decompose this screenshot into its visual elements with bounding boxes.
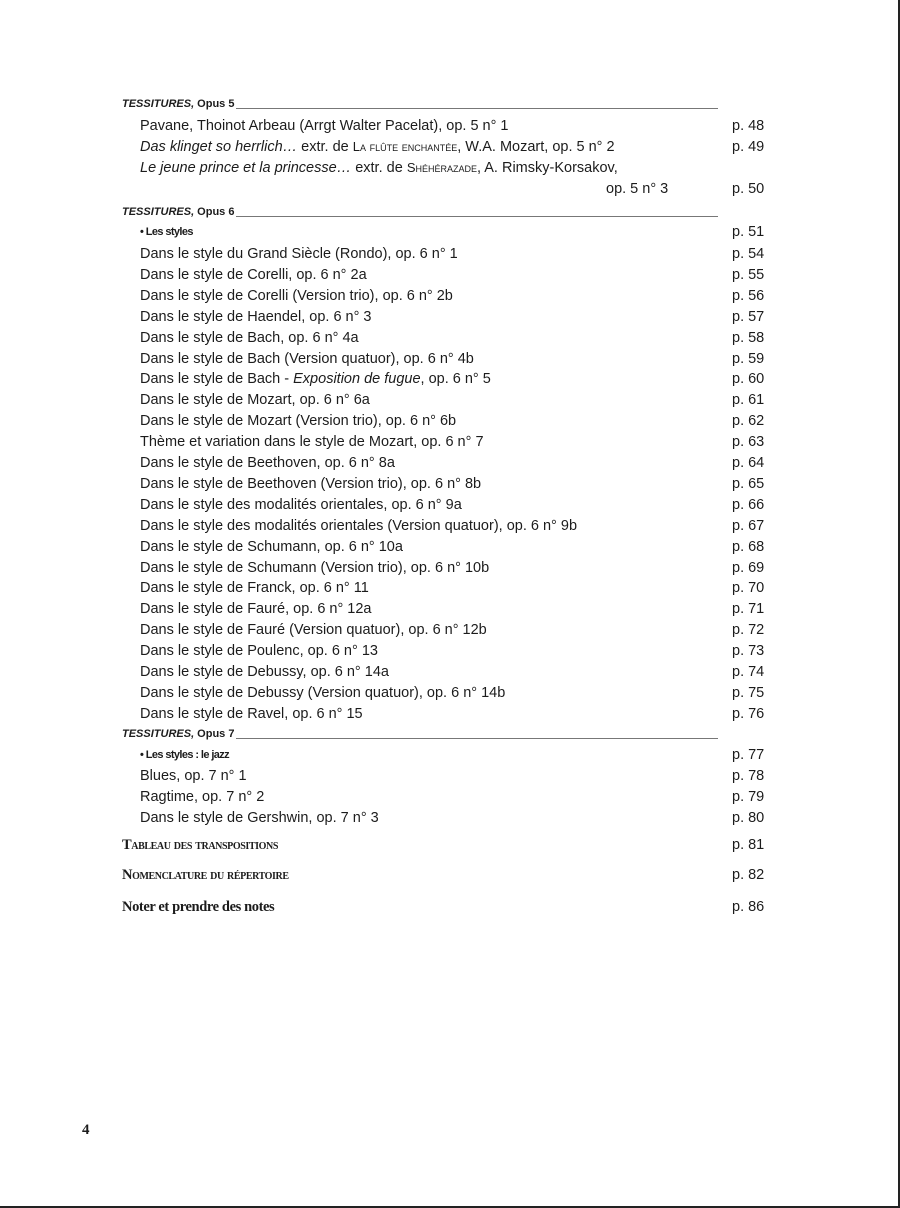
- toc-entry[interactable]: Dans le style de Bach (Version quatuor), op. 6 n° 4b: [140, 351, 474, 367]
- work-title: Shéhérazade: [406, 160, 477, 175]
- entry-text: , A. Rimsky-Korsakov,: [477, 160, 618, 176]
- toc-page: p. 55: [732, 267, 765, 283]
- toc-page: p. 81: [732, 837, 765, 853]
- toc-page: p. 68: [732, 539, 765, 555]
- section-header-opus6: [122, 205, 718, 219]
- toc-entry[interactable]: Dans le style de Corelli, op. 6 n° 2a: [140, 267, 367, 283]
- section-title: TESSITURES,: [122, 98, 195, 110]
- toc-page: p. 50: [732, 181, 765, 197]
- toc-entry[interactable]: Dans le style de Corelli (Version trio), op. 6 n° 2b: [140, 288, 453, 304]
- toc-page: p. 58: [732, 330, 765, 346]
- toc-page: p. 75: [732, 685, 765, 701]
- section-header-opus7: [122, 727, 718, 741]
- toc-page: p. 77: [732, 747, 765, 763]
- toc-entry[interactable]: Dans le style des modalités orientales (Version quatuor), op. 6 n° 9b: [140, 518, 578, 534]
- toc-page: p. 78: [732, 768, 765, 784]
- section-opus: Opus 5: [194, 98, 235, 110]
- toc-entry[interactable]: Blues, op. 7 n° 1: [140, 768, 247, 784]
- back-matter-title: Nomenclature du répertoire: [122, 867, 289, 883]
- toc-entry[interactable]: Dans le style de Schumann (Version trio), op. 6 n° 10b: [140, 560, 490, 576]
- toc-entry[interactable]: Dans le style de Fauré, op. 6 n° 12a: [140, 601, 372, 617]
- toc-page: p. 69: [732, 560, 765, 576]
- entry-text: , op. 6 n° 5: [420, 371, 491, 387]
- toc-page: p. 67: [732, 518, 765, 534]
- toc-page: p. 49: [732, 139, 765, 155]
- toc-entry[interactable]: [140, 138, 615, 156]
- toc-entry[interactable]: Ragtime, op. 7 n° 2: [140, 789, 265, 805]
- toc-page: p. 70: [732, 580, 765, 596]
- toc-entry[interactable]: Thème et variation dans le style de Mozart, op. 6 n° 7: [140, 434, 484, 450]
- toc-page: p. 48: [732, 118, 765, 134]
- toc-page: p. 72: [732, 622, 765, 638]
- toc-entry[interactable]: Dans le style des modalités orientales, op. 6 n° 9a: [140, 497, 462, 513]
- toc-entry[interactable]: Dans le style du Grand Siècle (Rondo), op. 6 n° 1: [140, 246, 458, 262]
- back-matter-entry[interactable]: [122, 836, 278, 854]
- toc-entry[interactable]: Dans le style de Bach, op. 6 n° 4a: [140, 330, 359, 346]
- toc-page: p. 61: [732, 392, 765, 408]
- toc-entry[interactable]: Dans le style de Poulenc, op. 6 n° 13: [140, 643, 378, 659]
- toc-page: p. 76: [732, 706, 765, 722]
- entry-text: extr. de: [351, 160, 407, 176]
- toc-page: p. 71: [732, 601, 765, 617]
- toc-page: p. 60: [732, 371, 765, 387]
- subsection-bullet[interactable]: • Les styles: [140, 226, 193, 238]
- toc-entry[interactable]: Dans le style de Beethoven (Version trio), op. 6 n° 8b: [140, 476, 482, 492]
- toc-entry[interactable]: Pavane, Thoinot Arbeau (Arrgt Walter Pacelat), op. 5 n° 1: [140, 118, 509, 134]
- toc-page: p. 56: [732, 288, 765, 304]
- back-matter-entry[interactable]: [122, 866, 289, 884]
- back-matter-title: Tableau des transpositions: [122, 837, 279, 853]
- toc-page: p. 73: [732, 643, 765, 659]
- page-number: 4: [82, 1122, 90, 1138]
- toc-entry[interactable]: Dans le style de Franck, op. 6 n° 11: [140, 580, 369, 596]
- entry-text: , W.A. Mozart, op. 5 n° 2: [457, 139, 615, 155]
- toc-entry[interactable]: Dans le style de Schumann, op. 6 n° 10a: [140, 539, 403, 555]
- toc-entry[interactable]: [140, 159, 618, 177]
- toc-entry[interactable]: Dans le style de Ravel, op. 6 n° 15: [140, 706, 363, 722]
- work-title: Das klinget so herrlich…: [140, 139, 298, 155]
- toc-page: p. 57: [732, 309, 765, 325]
- toc-entry[interactable]: Dans le style de Mozart, op. 6 n° 6a: [140, 392, 370, 408]
- toc-entry[interactable]: Dans le style de Gershwin, op. 7 n° 3: [140, 810, 379, 826]
- section-opus: Opus 7: [194, 728, 235, 740]
- section-title: TESSITURES,: [122, 206, 195, 218]
- toc-entry[interactable]: Dans le style de Debussy, op. 6 n° 14a: [140, 664, 389, 680]
- entry-text: extr. de: [297, 139, 353, 155]
- section-header-opus5: [122, 97, 718, 111]
- toc-page: p. 66: [732, 497, 765, 513]
- toc-page: p. 63: [732, 434, 765, 450]
- toc-entry[interactable]: Dans le style de Haendel, op. 6 n° 3: [140, 309, 372, 325]
- toc-entry[interactable]: Dans le style de Fauré (Version quatuor), op. 6 n° 12b: [140, 622, 487, 638]
- section-title: TESSITURES,: [122, 728, 195, 740]
- work-title: Exposition de fugue: [293, 371, 421, 387]
- toc-page: p. 62: [732, 413, 765, 429]
- toc-page: p. 82: [732, 867, 765, 883]
- back-matter-entry[interactable]: Noter et prendre des notes: [122, 899, 275, 915]
- toc-entry[interactable]: Dans le style de Mozart (Version trio), op. 6 n° 6b: [140, 413, 457, 429]
- toc-entry[interactable]: Dans le style de Debussy (Version quatuor), op. 6 n° 14b: [140, 685, 506, 701]
- toc-entry-continued: op. 5 n° 3: [606, 181, 669, 197]
- section-opus: Opus 6: [194, 206, 235, 218]
- entry-text: Dans le style de Bach -: [140, 371, 294, 387]
- toc-page: p. 59: [732, 351, 765, 367]
- toc-page: p. 51: [732, 224, 765, 240]
- toc-entry[interactable]: [140, 370, 491, 388]
- subsection-bullet[interactable]: • Les styles : le jazz: [140, 749, 230, 761]
- toc-entry[interactable]: Dans le style de Beethoven, op. 6 n° 8a: [140, 455, 395, 471]
- toc-page: p. 54: [732, 246, 765, 262]
- toc-page: p. 65: [732, 476, 765, 492]
- work-title: Le jeune prince et la princesse…: [140, 160, 352, 176]
- toc-page: p. 80: [732, 810, 765, 826]
- toc-page: p. 64: [732, 455, 765, 471]
- opera-title: La flûte enchantée: [352, 139, 458, 154]
- toc-page: p. 74: [732, 664, 765, 680]
- toc-page: p. 79: [732, 789, 765, 805]
- toc-page: p. 86: [732, 899, 765, 915]
